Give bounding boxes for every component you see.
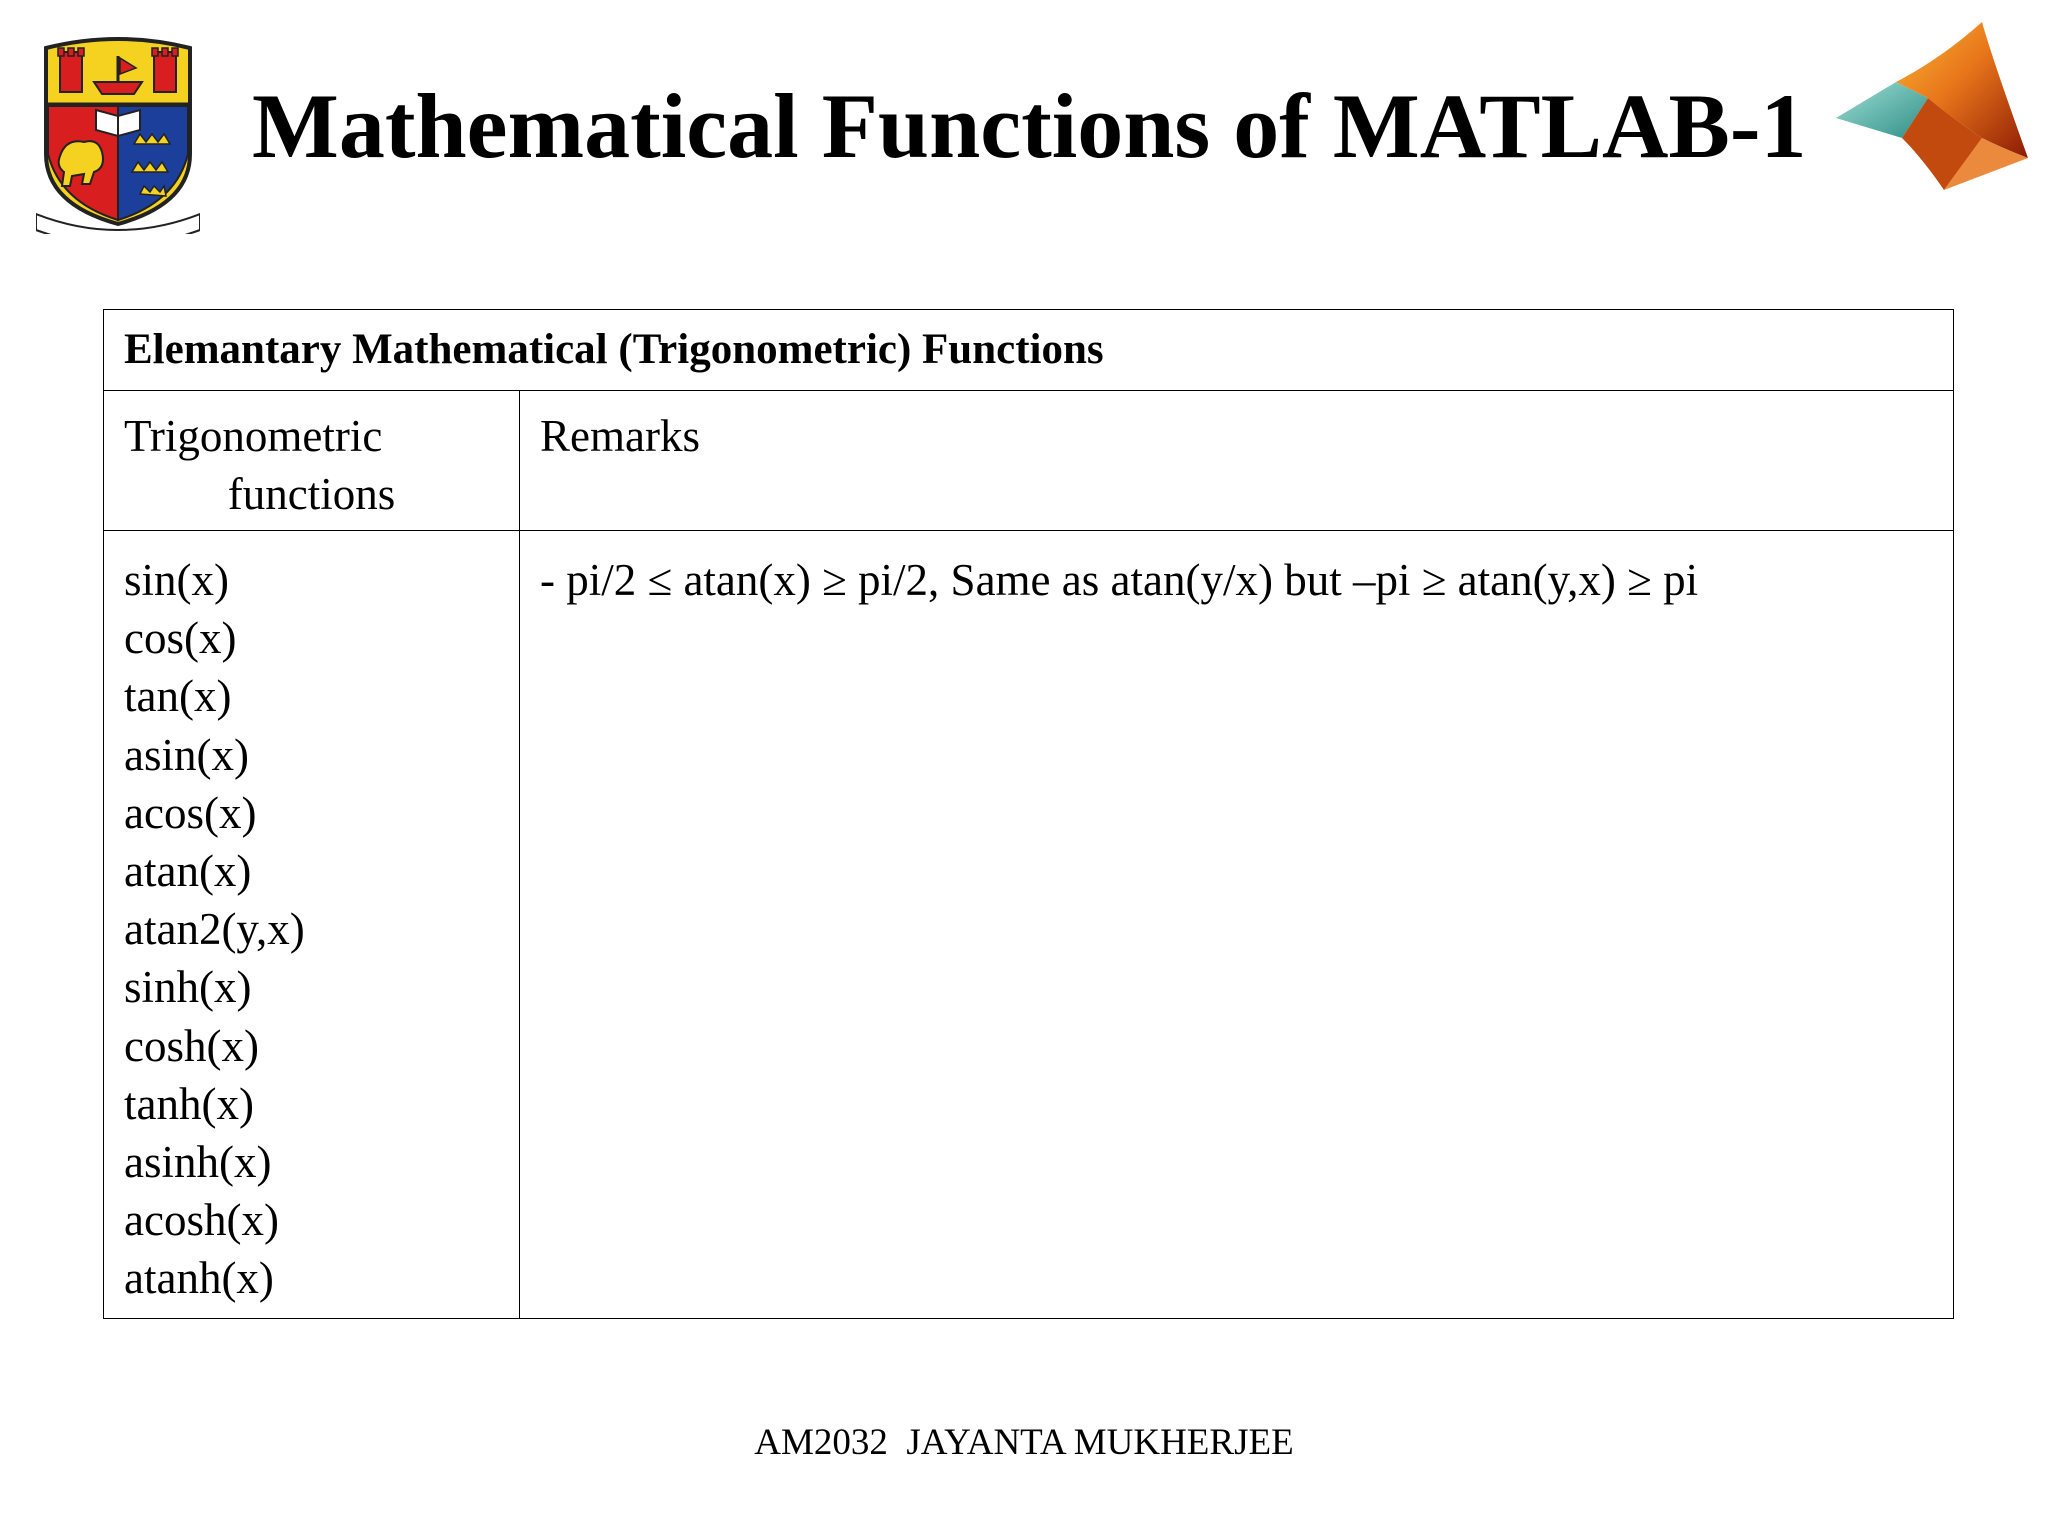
col-heading-functions-line2: functions (227, 469, 396, 519)
list-item: cos(x) (124, 613, 237, 664)
remark-text: - pi/2 ≤ atan(x) ≥ pi/2, Same as atan(y/x) but –pi ≥ atan(y,x) ≥ pi (540, 555, 1699, 605)
list-item: atan(x) (124, 846, 252, 897)
remarks-cell (520, 531, 1954, 1319)
functions-cell (104, 531, 520, 1319)
list-item: sin(x) (124, 555, 229, 605)
list-item: asinh(x) (124, 1137, 272, 1188)
table-header-row (104, 310, 1954, 391)
list-item: sinh(x) (124, 962, 252, 1013)
col-heading-functions (104, 391, 520, 531)
table-header: Elemantary Mathematical (Trigonometric) Functions (104, 310, 1954, 391)
list-item: atanh(x) (124, 1253, 274, 1304)
column-heading-row (104, 391, 1954, 531)
matlab-membrane-logo-icon (1832, 18, 2028, 196)
slide-footer: AM2032 JAYANTA MUKHERJEE (754, 1422, 1294, 1463)
university-crest-icon (36, 34, 200, 234)
list-item: atan2(y,x) (124, 904, 305, 955)
col-heading-functions-line1: Trigonometric (124, 411, 383, 461)
list-item: tan(x) (124, 671, 232, 722)
list-item: acosh(x) (124, 1195, 279, 1246)
list-item: asin(x) (124, 729, 249, 780)
slide-title: Mathematical Functions of MATLAB-1 (252, 75, 1807, 177)
list-item: cosh(x) (124, 1020, 259, 1071)
table-body-row (104, 531, 1954, 1319)
col-heading-remarks: Remarks (520, 391, 1954, 531)
list-item: acos(x) (124, 787, 257, 838)
trig-functions-table (103, 309, 1954, 1319)
function-list (124, 551, 499, 1308)
list-item: tanh(x) (124, 1078, 254, 1129)
